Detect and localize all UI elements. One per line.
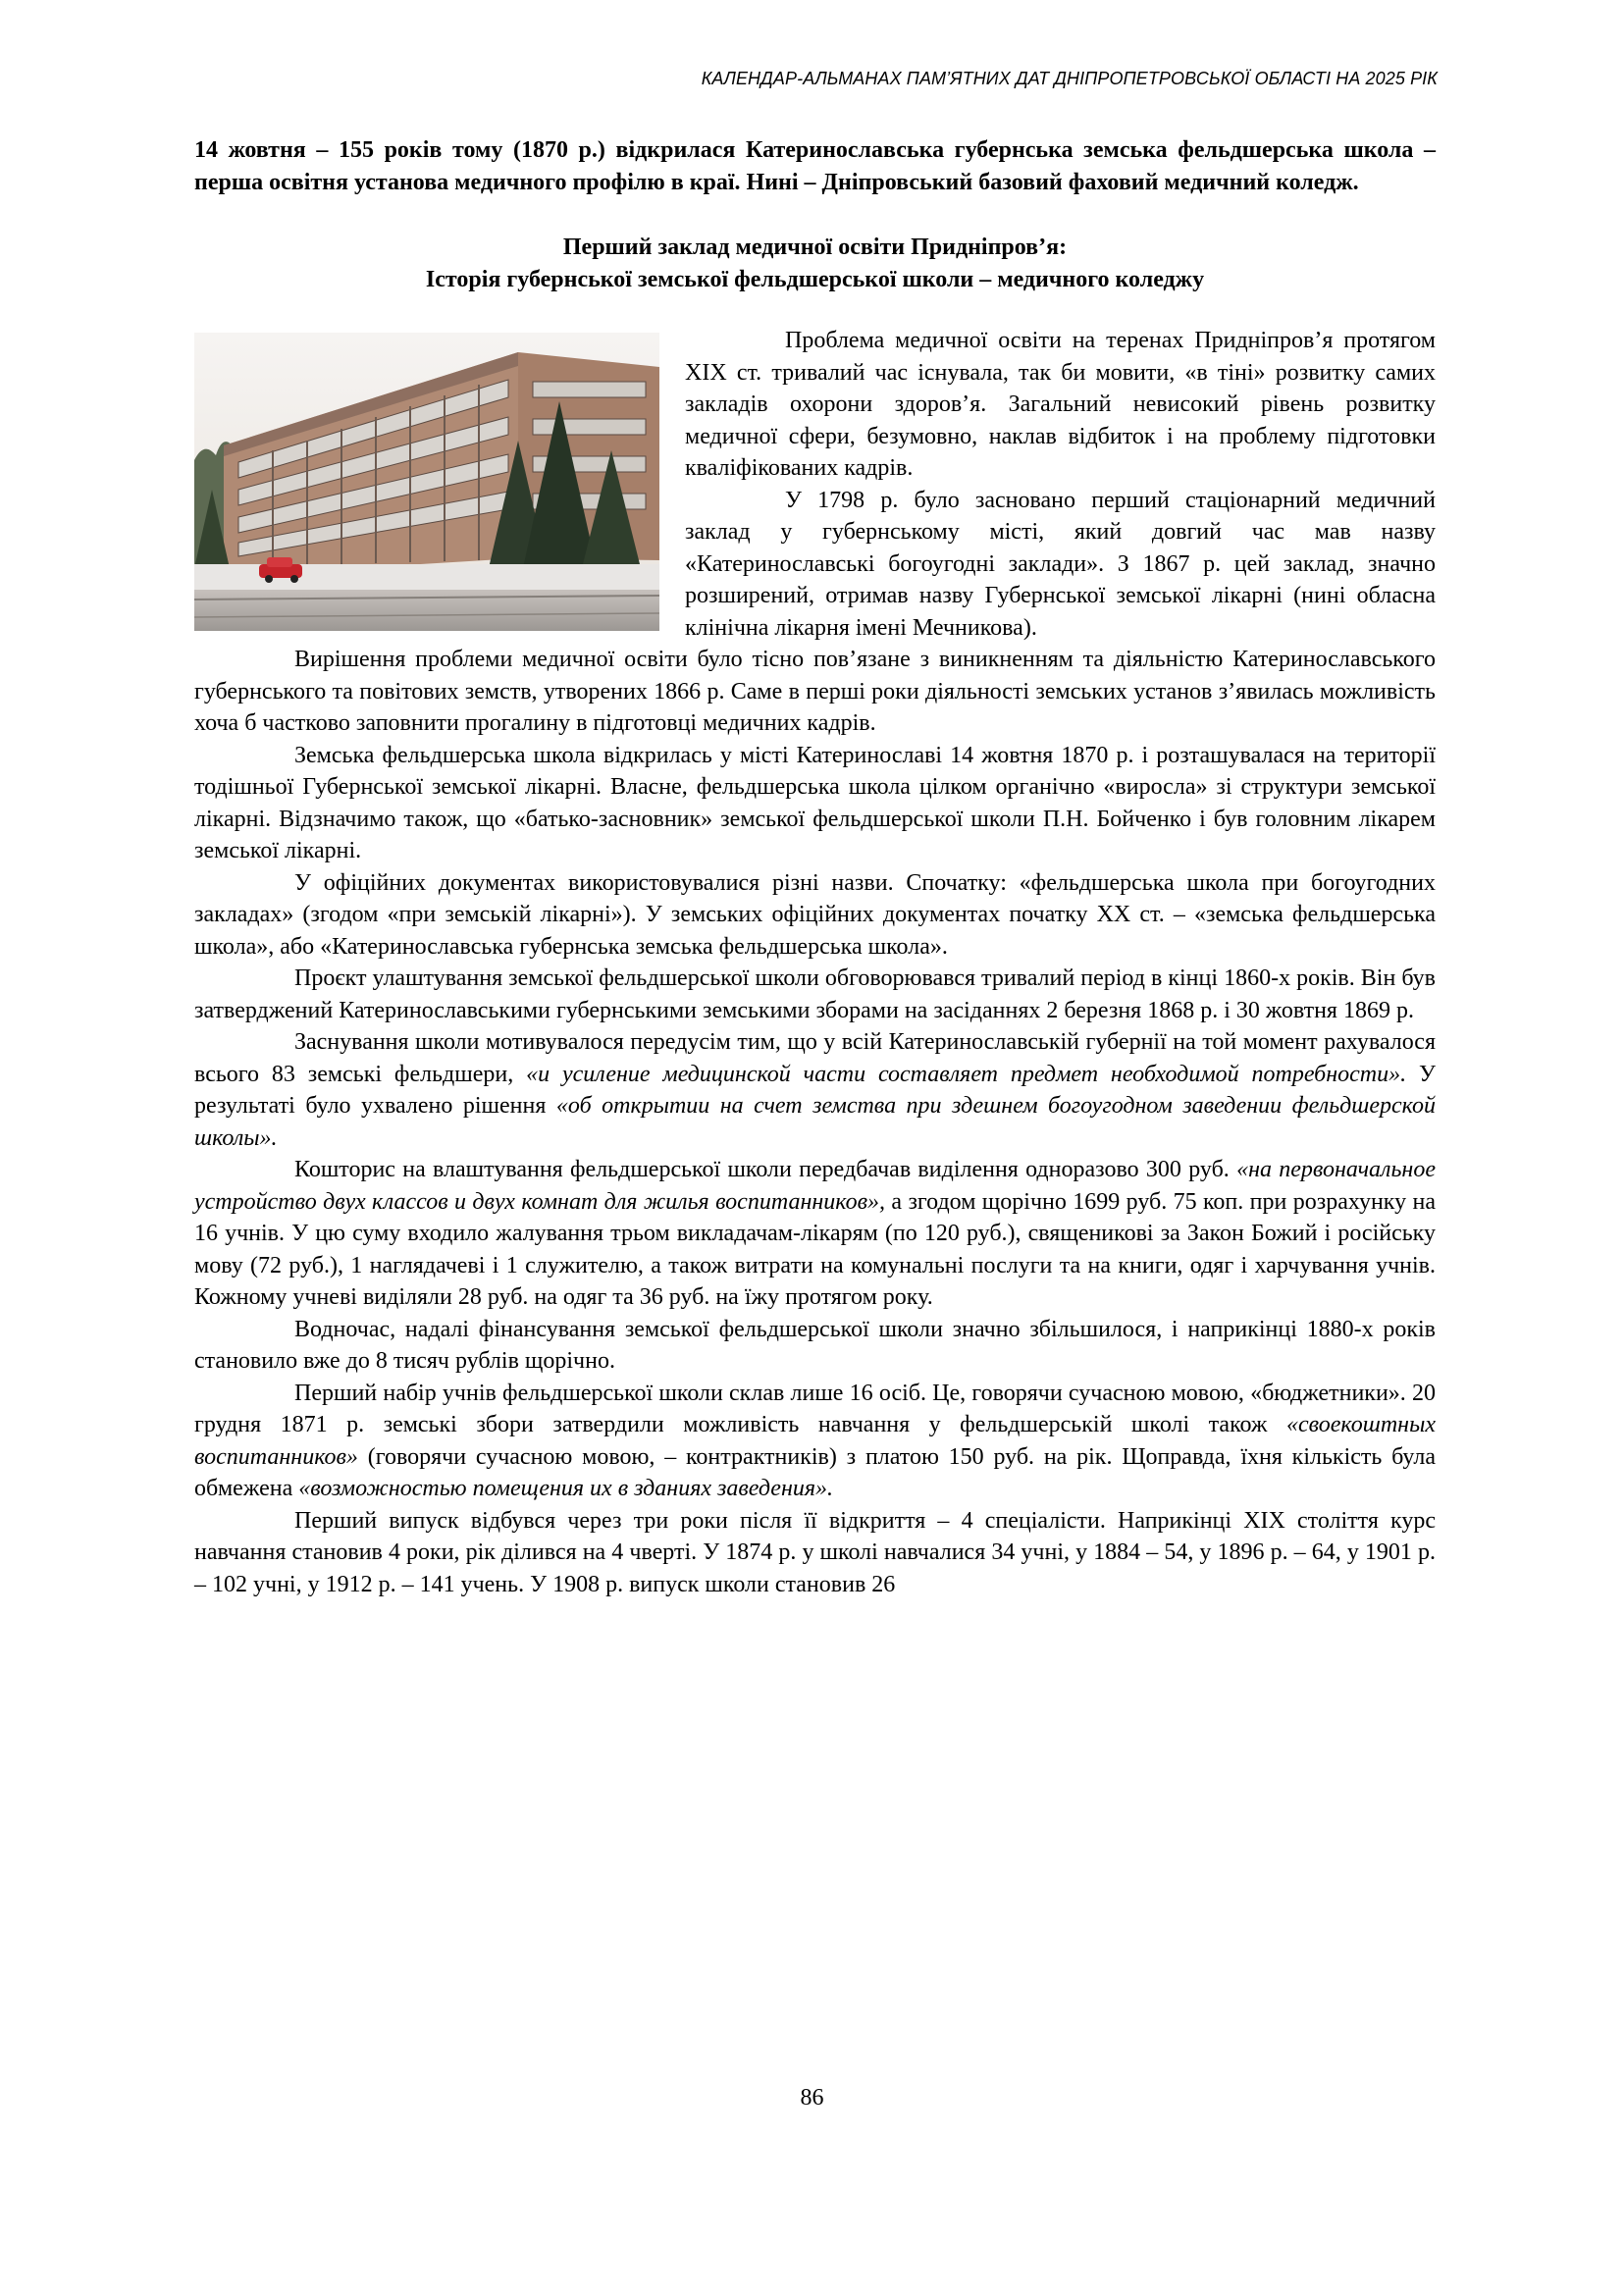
running-header: КАЛЕНДАР-АЛЬМАНАХ ПАМ’ЯТНИХ ДАТ ДНІПРОПЕТРОВСЬКОЇ ОБЛАСТІ НА 2025 РІК xyxy=(701,69,1438,88)
paragraph-11: Перший випуск відбувся через три роки після її відкриття – 4 спеціалісти. Наприкінці XIX століття курс навчання становив 4 роки, рік ділився на 4 чверті. У 1874 р. у школі навчалися 34 учні, у 1884 – 54, у 1896 р. – 64, у 1901 р. – 102 учні, у 1912 р. – 141 учень. У 1908 р. випуск школи становив 26 xyxy=(194,1507,1436,1597)
paragraph-10-quote-a: «своекоштных воспитанников» xyxy=(194,1412,1436,1470)
paragraph-10-quote-b: «возможностью помещения их в зданиях заведения». xyxy=(298,1476,834,1501)
paragraph-2: У 1798 р. було засновано перший стаціонарний медичний заклад у губернському місті, який довгий час мав назву «Катеринославські богоугодні заклади». З 1867 р. цей заклад, значно розширений, отримав назву Губернської земської лікарні (нині обласна клінічна лікарня імені Мечникова). xyxy=(685,487,1436,641)
paragraph-3: Вирішення проблеми медичної освіти було тісно пов’язане з виникненням та діяльністю Катеринославського губернського та повітових земств, утворених 1866 р. Саме в перші роки діяльності земських установ з’явилась можливість хоча б частково заповнити прогалину в підготовці медичних кадрів. xyxy=(194,647,1436,736)
paragraph-1: Проблема медичної освіти на теренах Придніпров’я протягом XIX ст. тривалий час існувала, так би мовити, «в тіні» розвитку самих закладів охорони здоров’я. Загальний невисокий рівень розвитку медичної сфери, безумовно, наклав відбиток і на проблему підготовки кваліфікованих кадрів. xyxy=(685,328,1436,481)
title-line-1: Перший заклад медичної освіти Придніпров’я: xyxy=(562,235,1068,260)
page-number: 86 xyxy=(800,2085,824,2111)
college-building-photo xyxy=(194,333,659,631)
paragraph-8-text-b: а згодом щорічно 1699 руб. 75 коп. при розрахунку на 16 учнів. У цю суму входило жалування трьом викладачам-лікарям (по 120 руб.), священикові за Закон Божий і російську мову (72 руб.), 1 наглядачеві і 1 служителю, а також витрати на комунальні послуги та на книги, одяг і харчування учнів. Кожному учневі виділяли 28 руб. на одяг та 36 руб. на їжу протягом року. xyxy=(194,1188,1436,1310)
paragraph-10-text-b: (говорячи сучасною мовою, – контрактників) з платою 150 руб. на рік. Щоправда, їхня кількість була обмежена xyxy=(194,1443,1436,1501)
lead-paragraph: 14 жовтня – 155 років тому (1870 р.) відкрилася Катеринославська губернська земська фельдшерська школа – перша освітня установа медичного профілю в краї. Нині – Дніпровський базовий фаховий медичний коледж. xyxy=(194,137,1436,195)
paragraph-10-text-a: Перший набір учнів фельдшерської школи склав лише 16 осіб. Це, говорячи сучасною мовою, «бюджетники». 20 грудня 1871 р. земські збори затвердили можливість навчання у фельдшерській школі також xyxy=(194,1380,1436,1437)
paragraph-7-text-a: Заснування школи мотивувалося передусім тим, що у всій Катеринославській губернії на той момент рахувалося всього 83 земські фельдшери, xyxy=(194,1029,1436,1087)
paragraph-6: Проєкт улаштування земської фельдшерської школи обговорювався тривалий період в кінці 1860-х років. Він був затверджений Катеринославськими губернськими земськими зборами на засіданнях 2 березня 1868 р. і 30 жовтня 1869 р. xyxy=(194,965,1436,1023)
paragraph-7-quote-b: «об открытии на счет земства при здешнем богоугодном заведении фельдшерской школы». xyxy=(194,1093,1436,1151)
paragraph-4: Земська фельдшерська школа відкрилась у місті Катеринославі 14 жовтня 1870 р. і розташувалася на території тодішньої Губернської земської лікарні. Власне, фельдшерська школа цілком органічно «виросла» зі структури земської лікарні. Відзначимо також, що «батько-засновник» земської фельдшерської школи П.Н. Бойченко і був головним лікарем земської лікарні. xyxy=(194,742,1436,863)
paragraph-5: У офіційних документах використовувалися різні назви. Спочатку: «фельдшерська школа при богоугодних закладах» (згодом «при земській лікарні»). У земських офіційних документах початку XX ст. – «земська фельдшерська школа», або «Катеринославська губернська земська фельдшерська школа». xyxy=(194,869,1436,960)
paragraph-8-quote: «на первоначальное устройство двух классов и двух комнат для жилья воспитанников», xyxy=(194,1157,1436,1215)
paragraph-9: Водночас, надалі фінансування земської фельдшерської школи значно збільшилося, і наприкінці 1880-х років становило вже до 8 тисяч рублів щорічно. xyxy=(194,1316,1436,1374)
title-line-2: Історія губернської земської фельдшерської школи – медичного коледжу xyxy=(425,266,1205,292)
paragraph-8 xyxy=(194,1154,1436,1314)
paragraph-7 xyxy=(194,1026,1436,1154)
paragraph-10 xyxy=(194,1378,1436,1505)
article-body xyxy=(194,134,1436,1600)
article-title xyxy=(194,232,1436,295)
paragraph-7-quote-a: «и усиление медицинской части составляет предмет необходимой потребности». xyxy=(526,1061,1407,1087)
paragraph-8-text-a: Кошторис на влаштування фельдшерської школи передбачав виділення одноразово 300 руб. xyxy=(294,1157,1237,1182)
paragraph-7-text-b: У результаті було ухвалено рішення xyxy=(194,1061,1437,1119)
